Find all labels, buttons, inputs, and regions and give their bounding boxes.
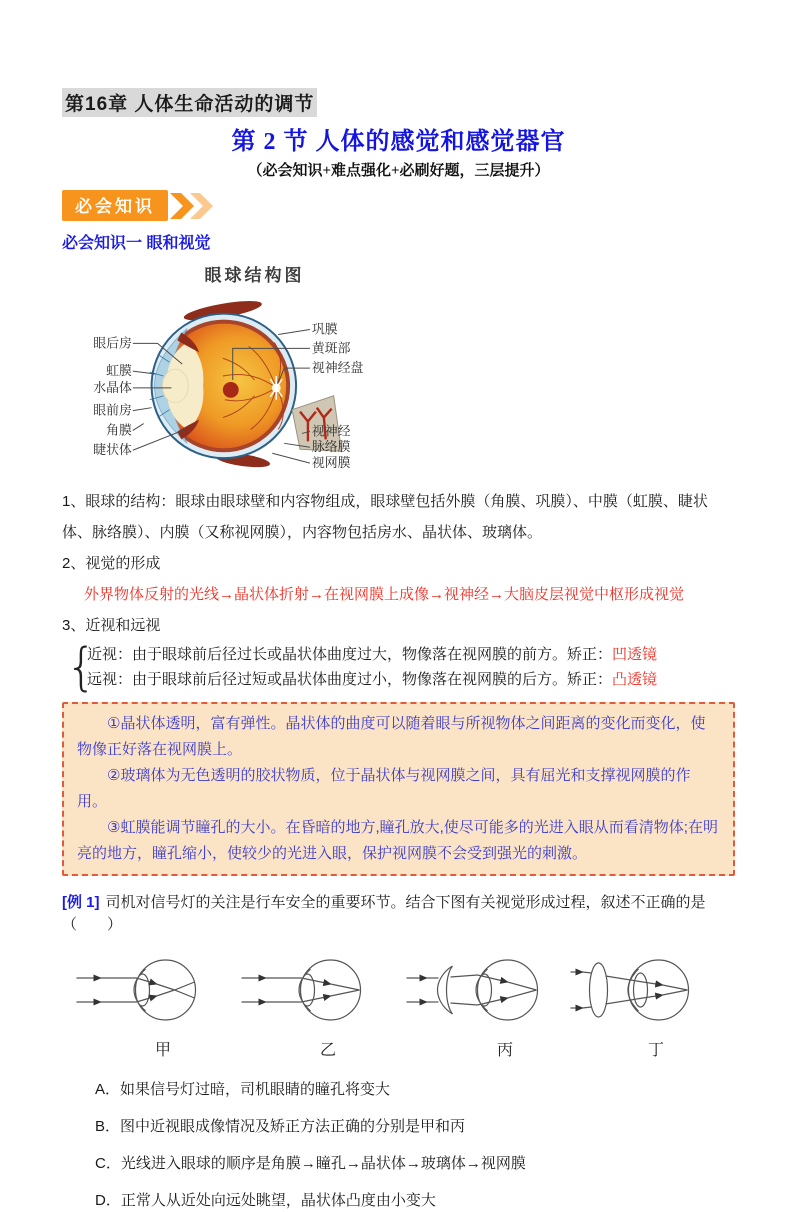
vision-optics-figure [68, 952, 728, 1059]
eye-label-sclera: 巩膜 [311, 321, 338, 337]
eye-structure-figure [82, 261, 427, 478]
eye-label-optic-nerve: 视神经 [311, 423, 351, 439]
box-point-2: ②玻璃体为无色透明的胶状物质，位于晶状体与视网膜之间，具有屈光和支撑视网膜的作用。 [77, 767, 691, 810]
eye-diagram-jia [77, 960, 196, 1020]
eye-structure-diagram [82, 285, 427, 473]
optics-figure-labels [68, 1035, 728, 1059]
figure-label-jia: 甲 [154, 1042, 171, 1059]
defect-lines [87, 642, 657, 692]
eye-labels-left [93, 335, 132, 457]
eye-label-choroid: 脉络膜 [311, 439, 351, 455]
option-b: B．图中近视眼成像情况及矫正方法正确的分别是甲和丙 [95, 1118, 466, 1135]
box-point-1: ①晶状体透明，富有弹性。晶状体的曲度可以随着眼与所视物体之间距离的变化而变化，使物像正好落在视网膜上。 [77, 715, 706, 758]
must-know-badge-row [62, 190, 735, 221]
hyperopia-line [87, 667, 657, 692]
highlight-box [62, 702, 735, 876]
myopia-fix: 凹透镜 [612, 646, 658, 663]
eye-label-optic-disc: 视神经盘 [311, 360, 364, 376]
option-d: D．正常人从近处向远处眺望，晶状体凸度由小变大 [95, 1192, 436, 1209]
eye-figure-title: 眼球结构图 [204, 266, 305, 285]
example-text: 司机对信号灯的关注是行车安全的重要环节。结合下图有关视觉形成过程，叙述不正确的是（ ） [62, 894, 706, 933]
myopia-line [87, 642, 657, 667]
eye-diagram-bing [407, 960, 538, 1020]
box-point-3: ③虹膜能调节瞳孔的大小。在昏暗的地方,瞳孔放大,使尽可能多的光进入眼从而看清物体;在明亮的地方，瞳孔缩小，使较少的光进入眼，保护视网膜不会受到强光的刺激。 [77, 819, 718, 862]
myopia-text: 近视：由于眼球前后径过长或晶状体曲度过大，物像落在视网膜的前方。矫正： [87, 646, 613, 663]
hyperopia-fix: 凸透镜 [612, 671, 658, 688]
options-list [95, 1079, 735, 1212]
chapter-title: 第16章 人体生命活动的调节 [62, 88, 317, 117]
example-question [62, 892, 735, 936]
section-subtitle: （必会知识+难点强化+必刷好题，三层提升） [247, 163, 550, 179]
eye-label-posterior-chamber: 眼后房 [93, 335, 132, 351]
eye-label-ciliary-body: 睫状体 [93, 442, 132, 458]
eye-label-iris: 虹膜 [106, 363, 132, 379]
chapter-title-row [62, 88, 735, 117]
eye-label-anterior-chamber: 眼前房 [93, 402, 132, 418]
note-defects-title: 3、近视和远视 [62, 617, 161, 634]
section-title: 第 2 节 人体的感觉和感觉器官 [231, 129, 566, 155]
figure-label-bing: 丙 [496, 1042, 513, 1059]
eye-label-macula: 黄斑部 [311, 340, 351, 356]
option-c: C．光线进入眼球的顺序是角膜→瞳孔→晶状体→玻璃体→视网膜 [95, 1155, 526, 1172]
brace-icon: { [66, 637, 97, 697]
note-eye-structure: 1、眼球的结构：眼球由眼球壁和内容物组成，眼球壁包括外膜（角膜、巩膜）、中膜（虹膜、睫状体、脉络膜）、内膜（又称视网膜），内容物包括房水、晶状体、玻璃体。 [62, 493, 708, 541]
eye-label-retina: 视网膜 [311, 455, 351, 471]
vision-defects-block [66, 637, 735, 697]
option-a: A．如果信号灯过暗，司机眼睛的瞳孔将变大 [95, 1081, 391, 1098]
example-tag: [例 1] [62, 894, 100, 911]
must-know-badge: 必会知识 [62, 190, 168, 221]
figure-label-ding: 丁 [647, 1042, 664, 1059]
vision-optics-diagrams [68, 952, 728, 1030]
eye-diagram-yi [242, 960, 361, 1020]
macula-spot [223, 382, 239, 398]
eye-diagram-ding [571, 960, 689, 1020]
eye-labels-right [312, 321, 364, 470]
notes-section [62, 486, 735, 697]
vision-formation-chain: 外界物体反射的光线→晶状体折射→在视网膜上成像→视神经→大脑皮层视觉中枢形成视觉 [84, 586, 685, 603]
eye-label-cornea: 角膜 [106, 422, 132, 438]
figure-label-yi: 乙 [319, 1042, 336, 1059]
hyperopia-text: 远视：由于眼球前后径过短或晶状体曲度过小，物像落在视网膜的后方。矫正： [87, 671, 613, 688]
knowledge-heading: 必会知识一 眼和视觉 [62, 235, 211, 252]
eye-label-lens: 水晶体 [93, 379, 132, 395]
note-vision-title: 2、视觉的形成 [62, 555, 161, 572]
double-chevron-icon [168, 192, 220, 220]
